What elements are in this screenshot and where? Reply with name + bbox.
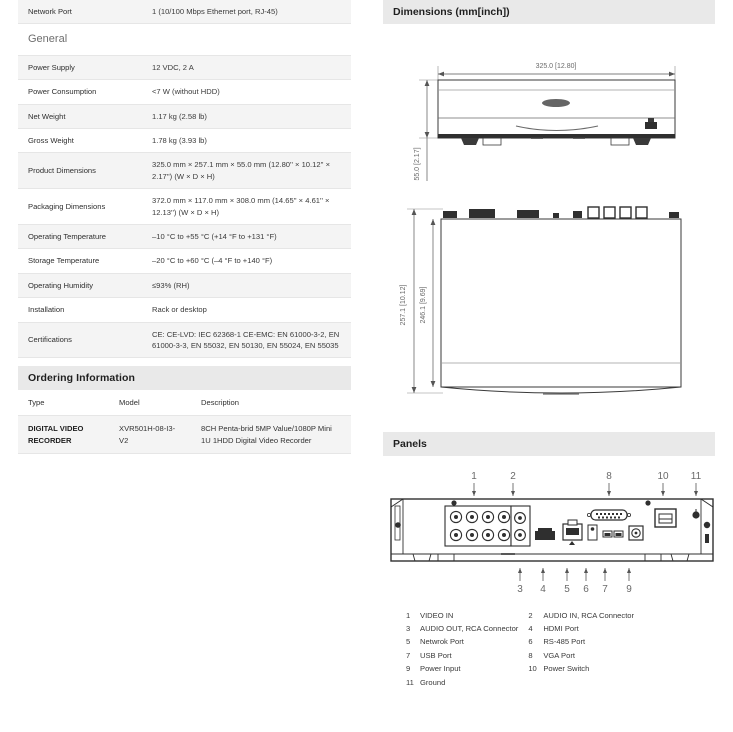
- legend-row: [406, 622, 644, 635]
- spec-key: Operating Temperature: [18, 225, 142, 249]
- callout-7: 7: [602, 584, 608, 595]
- legend-row: [406, 636, 644, 649]
- spec-row: [18, 225, 351, 249]
- spec-key: Power Supply: [18, 55, 142, 79]
- spec-row: [18, 104, 351, 128]
- legend-label: AUDIO OUT, RCA Connector: [420, 624, 519, 634]
- spec-value: 325.0 mm × 257.1 mm × 55.0 mm (12.80'' × 10.12'' × 2.17'') (W × D × H): [142, 153, 351, 189]
- ordering-information-header: Ordering Information: [18, 366, 351, 390]
- legend-number-right: 4: [528, 624, 533, 634]
- legend-label-right: RS-485 Port: [543, 637, 586, 647]
- spec-value: Rack or desktop: [142, 298, 351, 322]
- spec-group-label: General: [18, 24, 142, 56]
- legend-row: [406, 609, 644, 622]
- legend-label: Ground: [420, 677, 446, 687]
- top-view-inner-depth-label: 246.1 [9.69]: [420, 286, 427, 324]
- spec-row: [18, 153, 351, 189]
- top-view-drawing: [383, 195, 723, 405]
- table-header-row: [18, 390, 351, 416]
- spec-value: –10 °C to +55 °C (+14 °F to +131 °F): [142, 225, 351, 249]
- legend-label: Power Input: [420, 664, 461, 674]
- table-row: [18, 416, 351, 454]
- spec-value: 1.17 kg (2.58 lb): [142, 104, 351, 128]
- legend-number-right: 2: [528, 610, 533, 620]
- spec-key: Network Port: [18, 0, 142, 24]
- legend-number: 9: [406, 664, 411, 674]
- spec-row: [18, 129, 351, 153]
- spec-row: [18, 80, 351, 104]
- spec-value: –20 °C to +60 °C (–4 °F to +140 °F): [142, 249, 351, 273]
- callout-6: 6: [583, 584, 589, 595]
- legend-number: 1: [406, 610, 411, 620]
- top-view-outer-depth-label: 257.1 [10.12]: [400, 284, 407, 326]
- specifications-section: [18, 0, 351, 358]
- legend-label: USB Port: [420, 650, 452, 660]
- legend-row: [406, 663, 644, 676]
- spec-value: 12 VDC, 2 A: [142, 55, 351, 79]
- callout-2: 2: [510, 471, 516, 482]
- spec-row: [18, 189, 351, 225]
- ordering-information-section: [18, 366, 351, 454]
- panel-legend-table: [406, 609, 644, 690]
- callout-1: 1: [471, 471, 477, 482]
- legend-label-right: VGA Port: [543, 650, 575, 660]
- specifications-table: [18, 0, 351, 358]
- legend-label-right: HDMI Port: [543, 624, 579, 634]
- spec-group-spacer: [142, 24, 351, 56]
- ordering-information-table: [18, 390, 351, 454]
- rear-panel-drawing: [383, 468, 723, 608]
- spec-row: [18, 55, 351, 79]
- callout-10: 10: [657, 471, 669, 482]
- legend-number-right: 8: [528, 650, 533, 660]
- callout-4: 4: [540, 584, 546, 595]
- legend-number-right: 6: [528, 637, 533, 647]
- cell-type: DIGITAL VIDEO RECORDER: [18, 416, 109, 454]
- legend-number: 3: [406, 624, 411, 634]
- callout-5: 5: [564, 584, 570, 595]
- spec-value: 1 (10/100 Mbps Ethernet port, RJ-45): [142, 0, 351, 24]
- spec-row: [18, 249, 351, 273]
- spec-key: Installation: [18, 298, 142, 322]
- callout-9: 9: [626, 584, 632, 595]
- legend-label-right: [543, 676, 644, 689]
- spec-key: Packaging Dimensions: [18, 189, 142, 225]
- spec-value: CE: CE-LVD: IEC 62368-1 CE-EMC: EN 61000-3-2, EN 61000-3-3, EN 55032, EN 50130, EN 55024, EN 55035: [142, 322, 351, 358]
- panel-legend: [406, 609, 716, 690]
- dimensions-section: [383, 0, 715, 24]
- legend-number: 11: [406, 677, 414, 687]
- legend-row: [406, 676, 644, 689]
- spec-value: <7 W (without HDD): [142, 80, 351, 104]
- legend-label-right: Power Switch: [543, 664, 590, 674]
- legend-label: VIDEO IN: [420, 610, 454, 620]
- spec-key: Power Consumption: [18, 80, 142, 104]
- column-header-description: Description: [191, 390, 351, 416]
- legend-number: 5: [406, 637, 411, 647]
- legend-number-right: [528, 676, 543, 689]
- spec-value: 372.0 mm × 117.0 mm × 308.0 mm (14.65'' × 4.61'' × 12.13'') (W × D × H): [142, 189, 351, 225]
- callout-8: 8: [606, 471, 612, 482]
- spec-row: [18, 273, 351, 297]
- spec-key: Storage Temperature: [18, 249, 142, 273]
- cell-model: XVR501H-08-I3-V2: [109, 416, 191, 454]
- callout-3: 3: [517, 584, 523, 595]
- panels-header: Panels: [383, 432, 715, 456]
- callout-11: 11: [690, 471, 702, 482]
- spec-key: Gross Weight: [18, 129, 142, 153]
- spec-row: [18, 322, 351, 358]
- front-view-drawing: [383, 46, 723, 196]
- spec-row: [18, 0, 351, 24]
- spec-key: Certifications: [18, 322, 142, 358]
- legend-number-right: 10: [528, 664, 537, 674]
- spec-key: Net Weight: [18, 104, 142, 128]
- front-view-height-label: 55.0 [2.17]: [414, 147, 421, 181]
- front-view-width-label: 325.0 [12.80]: [535, 63, 577, 70]
- spec-row: [18, 298, 351, 322]
- column-header-type: Type: [18, 390, 109, 416]
- column-header-model: Model: [109, 390, 191, 416]
- dimensions-header: Dimensions (mm[inch]): [383, 0, 715, 24]
- spec-key: Product Dimensions: [18, 153, 142, 189]
- legend-label-right: AUDIO IN, RCA Connector: [543, 610, 635, 620]
- spec-value: 1.78 kg (3.93 lb): [142, 129, 351, 153]
- spec-value: ≤93% (RH): [142, 273, 351, 297]
- legend-row: [406, 649, 644, 662]
- spec-key: Operating Humidity: [18, 273, 142, 297]
- legend-label: Netwrok Port: [420, 637, 464, 647]
- legend-number: 7: [406, 650, 411, 660]
- cell-description: 8CH Penta-brid 5MP Value/1080P Mini 1U 1HDD Digital Video Recorder: [191, 416, 351, 454]
- spec-group-row: [18, 24, 351, 56]
